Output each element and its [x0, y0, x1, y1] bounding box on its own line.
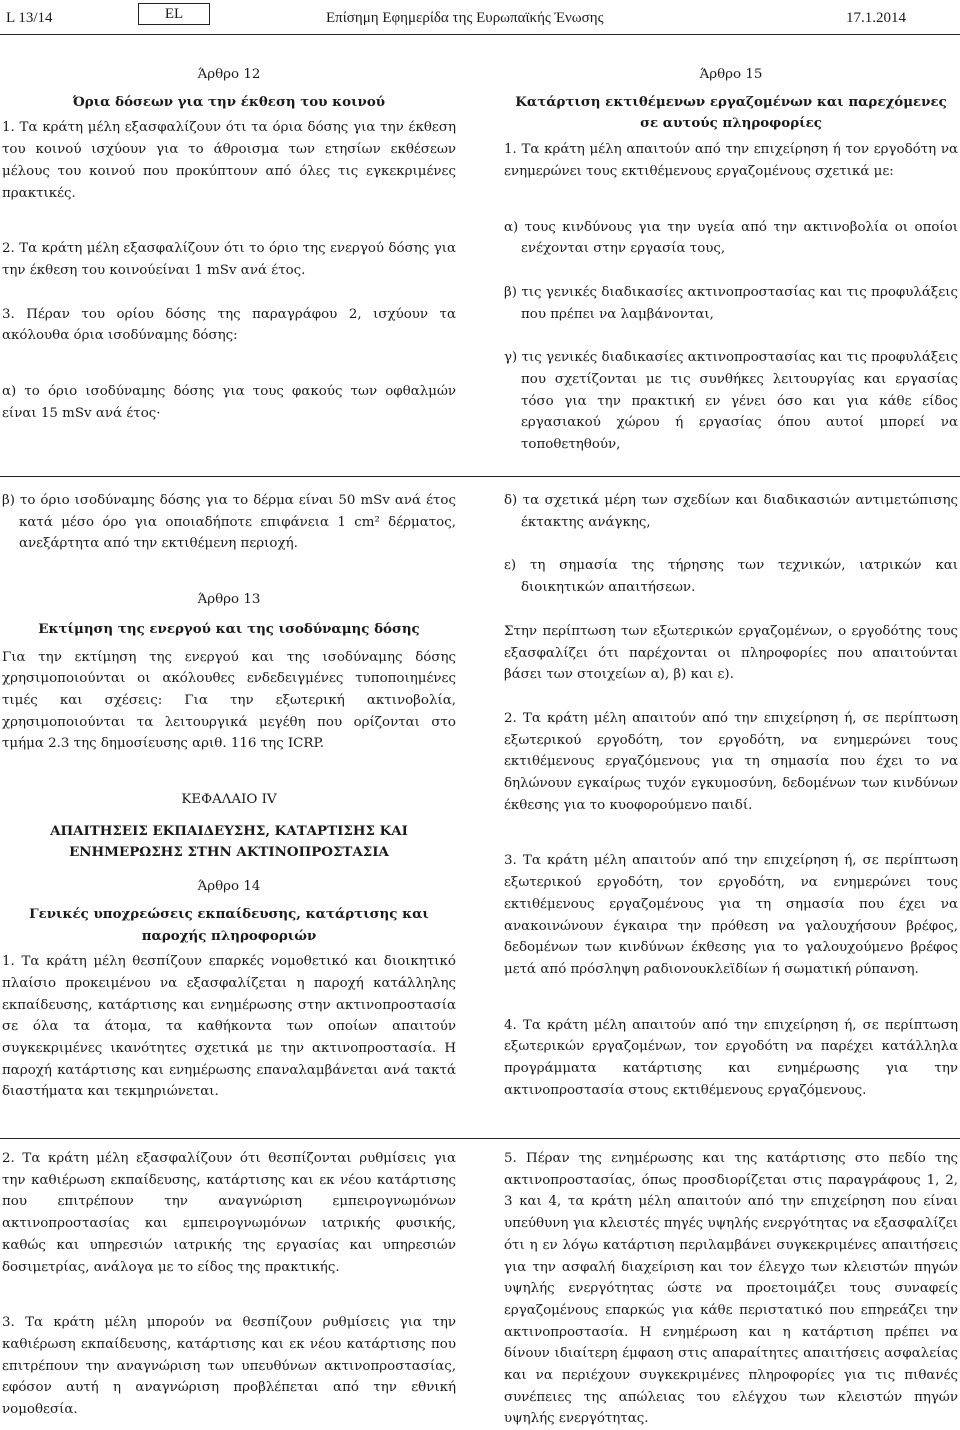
art15-item-c: γ) τις γενικές διαδικασίες ακτινοπροστασίας και τις προφυλάξεις που σχετίζονται με τις συνθήκες λειτουργίας και εργασίας τόσο για την πρακτική εν γένει όσο και για κάθε είδος εργασιακού χώρου ή εργασίας όπου αυτοί μπορεί να τοποθετηθούν, [504, 350, 958, 453]
art14-paragraph-1: 1. Τα κράτη μέλη θεσπίζουν επαρκές νομοθετικό και διοικητικό πλαίσιο προκειμένου να εξασφαλίζεται η παροχή κατάλληλης εκπαίδευσης, κατάρτισης και ενημέρωσης στην ακτινοπροστασία σε όλα τα άτομα, τα καθήκοντα των οποίων απαιτούν συγκεκριμένες ικανότητες σχετικά με την ακτινοπροστασία. Η παροχή κατάρτισης και ενημέρωσης επαναλαμβάνεται ανά τακτά διαστήματα και τεκμηριώνεται. [2, 954, 456, 1100]
article-15-heading: Κατάρτιση εκτιθέμενων εργαζομένων και παρεχόμενες σε αυτούς πληροφορίες [515, 93, 947, 132]
section-divider [0, 476, 960, 477]
language-code-box: EL [138, 3, 210, 25]
article-13-heading: Εκτίμηση της ενεργού και της ισοδύναμης δόσης [38, 620, 420, 637]
art15-item-a: α) τους κινδύνους για την υγεία από την ακτινοβολία οι οποίοι ενέχονται στην εργασία τους, [504, 219, 958, 257]
left-column-bottom [2, 1148, 456, 1421]
section-divider [0, 1138, 960, 1139]
art12-paragraph-3: 3. Πέραν του ορίου δόσης της παραγράφου 2, ισχύουν τα ακόλουθα όρια ισοδύναμης δόσης: [2, 306, 456, 344]
art15-paragraph-3: 3. Τα κράτη μέλη απαιτούν από την επιχείρηση ή, σε περίπτωση εξωτερικού εργοδότη, τον εργοδότη, να ενημερώνει τους εκτιθέμενους εργαζομένους για τη σημασία που έχει να ανακοινώνουν έγκαιρα την πρόθεση να γαλουχήσουν βρέφος, δεδομένων των κινδύνων έκθεσης για το γαλουχούμενο βρέφος μετά από πρόσληψη ραδιονουκλεϊδίων ή σωματική ρύπανση. [504, 853, 958, 977]
section-bottom [0, 1148, 960, 1427]
journal-title: Επίσημη Εφημερίδα της Ευρωπαϊκής Ένωσης [326, 10, 604, 26]
article-15-title: Άρθρο 15 [699, 67, 763, 82]
left-column-top [2, 64, 456, 424]
right-column-middle [504, 490, 958, 1101]
chapter-label: ΚΕΦΑΛΑΙΟ IV [181, 792, 277, 808]
art15-item-d: δ) τα σχετικά μέρη των σχεδίων και διαδικασιών αντιμετώπισης έκτακτης ανάγκης, [504, 493, 958, 530]
right-column-top [504, 64, 958, 456]
art15-paragraph-4: 4. Τα κράτη μέλη απαιτούν από την επιχείρηση ή, σε περίπτωση εξωτερικών εργαζομένων, τον εργοδότη να παρέχει κατάλληλα προγράμματα κατάρτισης και ενημέρωσης για την ακτινοπροστασία στους εκτιθέμενους εργαζόμενους. [504, 1017, 958, 1098]
page-number: L 13/14 [6, 10, 53, 26]
section-middle [0, 490, 960, 1130]
art12-item-b: β) το όριο ισοδύναμης δόσης για το δέρμα είναι 50 mSv ανά έτος κατά μέσο όρο για οποιαδήποτε επιφάνεια 1 cm² δέρματος, ανεξάρτητα από την εκτιθέμενη περιοχή. [2, 493, 456, 552]
article-12-title: Άρθρο 12 [197, 67, 261, 82]
right-column-bottom [504, 1148, 958, 1430]
art14-paragraph-2: 2. Τα κράτη μέλη εξασφαλίζουν ότι θεσπίζονται ρυθμίσεις για την καθιέρωση εκπαίδευσης, κατάρτισης και εκ νέου κατάρτισης που επιτρέπουν την αναγνώριση εμπειρογνωμόνων ακτινοπροστασίας και εμπειρογνωμόνων ιατρικής φυσικής, καθώς και υπηρεσιών ιατρικής της εργασίας και υπηρεσιών δοσιμετρίας, ανάλογα με το είδος της πρακτικής. [2, 1151, 456, 1275]
chapter-heading: ΑΠΑΙΤΗΣΕΙΣ ΕΚΠΑΙΔΕΥΣΗΣ, ΚΑΤΑΡΤΙΣΗΣ ΚΑΙ ΕΝΗΜΕΡΩΣΗΣ ΣΤΗΝ ΑΚΤΙΝΟΠΡΟΣΤΑΣΙΑ [50, 822, 408, 861]
article-13-text: Για την εκτίμηση της ενεργού και της ισοδύναμης δόσης χρησιμοποιούνται οι ακόλουθες ενδεδειγμένες τυποποιημένες τιμές και σχέσεις: Για την εξωτερική ακτινοβολία, χρησιμοποιούνται τα λειτουργικά μεγέθη που ορίζονται στο τμήμα 2.3 της δημοσίευσης αριθ. 116 της ICRP. [2, 649, 456, 752]
art15-item-b: β) τις γενικές διαδικασίες ακτινοπροστασίας και τις προφυλάξεις που πρέπει να λαμβάνονται, [504, 284, 958, 322]
article-14-title: Άρθρο 14 [197, 879, 261, 895]
publication-date: 17.1.2014 [846, 10, 906, 26]
art15-paragraph-1: 1. Τα κράτη μέλη απαιτούν από την επιχείρηση ή τον εργοδότη να ενημερώνει τους εκτιθέμενους εργαζομένους σχετικά με: [504, 142, 958, 179]
art15-paragraph-2: 2. Τα κράτη μέλη απαιτούν από την επιχείρηση ή, σε περίπτωση εξωτερικού εργοδότη, τον εργοδότη, να ενημερώνει τους εκτιθέμενους εργαζόμενους για τη σημασία που έχει το να δηλώνουν εγκαίρως τυχόν εγκυμοσύνη, δεδομένων των κινδύνων έκθεσης για το κυοφορούμενο παιδί. [504, 710, 958, 813]
article-13-title: Άρθρο 13 [197, 592, 261, 608]
art12-paragraph-1: 1. Τα κράτη μέλη εξασφαλίζουν ότι τα όρια δόσης για την έκθεση του κοινού ισχύουν για το άθροισμα των ετησίων εκθέσεων μέλους του κοινού που προκύπτουν από όλες τις εγκεκριμένες πρακτικές. [2, 120, 456, 201]
art14-paragraph-3: 3. Τα κράτη μέλη μπορούν να θεσπίζουν ρυθμίσεις για την καθιέρωση εκπαίδευσης, κατάρτισης και εκ νέου κατάρτισης που επιτρέπουν την αναγνώριση των υπευθύνων ακτινοπροστασίας, εφόσον αυτή η αναγνώριση προβλέπεται από την εθνική νομοθεσία. [2, 1315, 456, 1418]
section-top [0, 64, 960, 464]
article-14-heading: Γενικές υποχρεώσεις εκπαίδευσης, κατάρτισης και παροχής πληροφοριών [29, 905, 429, 944]
art12-item-a: α) το όριο ισοδύναμης δόσης για τους φακούς των οφθαλμών είναι 15 mSv ανά έτος· [2, 384, 456, 421]
page-header [0, 0, 960, 35]
left-column-middle [2, 490, 456, 1103]
external-workers-paragraph: Στην περίπτωση των εξωτερικών εργαζομένων, ο εργοδότης τους εξασφαλίζει ότι παρέχονται οι πληροφορίες που απαιτούνται βάσει των στοιχείων α), β) και ε). [504, 623, 958, 683]
art15-paragraph-5: 5. Πέραν της ενημέρωσης και της κατάρτισης στο πεδίο της ακτινοπροστασίας, όπως προσδιορίζεται στις παραγράφους 1, 2, 3 και 4, τα κράτη μέλη απαιτούν από την επιχείρηση που είναι υπεύθυνη για κλειστές πηγές υψηλής ενεργότητας να εξασφαλίζει ότι η εν λόγω κατάρτιση περιλαμβάνει συγκεκριμένες απαιτήσεις για την ασφαλή διαχείριση και τον έλεγχο των κλειστών πηγών υψηλής ενεργότητας ώστε να προετοιμάζει τους συναφείς εργαζομένους επαρκώς για κάθε περιστατικό που επηρεάζει την ακτινοπροστασία. Η ενημέρωση και η κατάρτιση πρέπει να δίνουν ιδιαίτερη έμφαση στις απαραίτητες απαιτήσεις ασφαλείας και να περιέχουν συγκεκριμένες πληροφορίες για τις πιθανές συνέπειες της απώλειας του ελέγχου των κλειστών πηγών υψηλής ενεργότητας. [504, 1151, 958, 1427]
art15-item-e: ε) τη σημασία της τήρησης των τεχνικών, ιατρικών και διοικητικών απαιτήσεων. [504, 558, 958, 596]
art12-paragraph-2: 2. Τα κράτη μέλη εξασφαλίζουν ότι το όριο της ενεργού δόσης για την έκθεση του κοινούείναι 1 mSv ανά έτος. [2, 241, 456, 278]
article-12-heading: Όρια δόσεων για την έκθεση του κοινού [72, 93, 386, 110]
